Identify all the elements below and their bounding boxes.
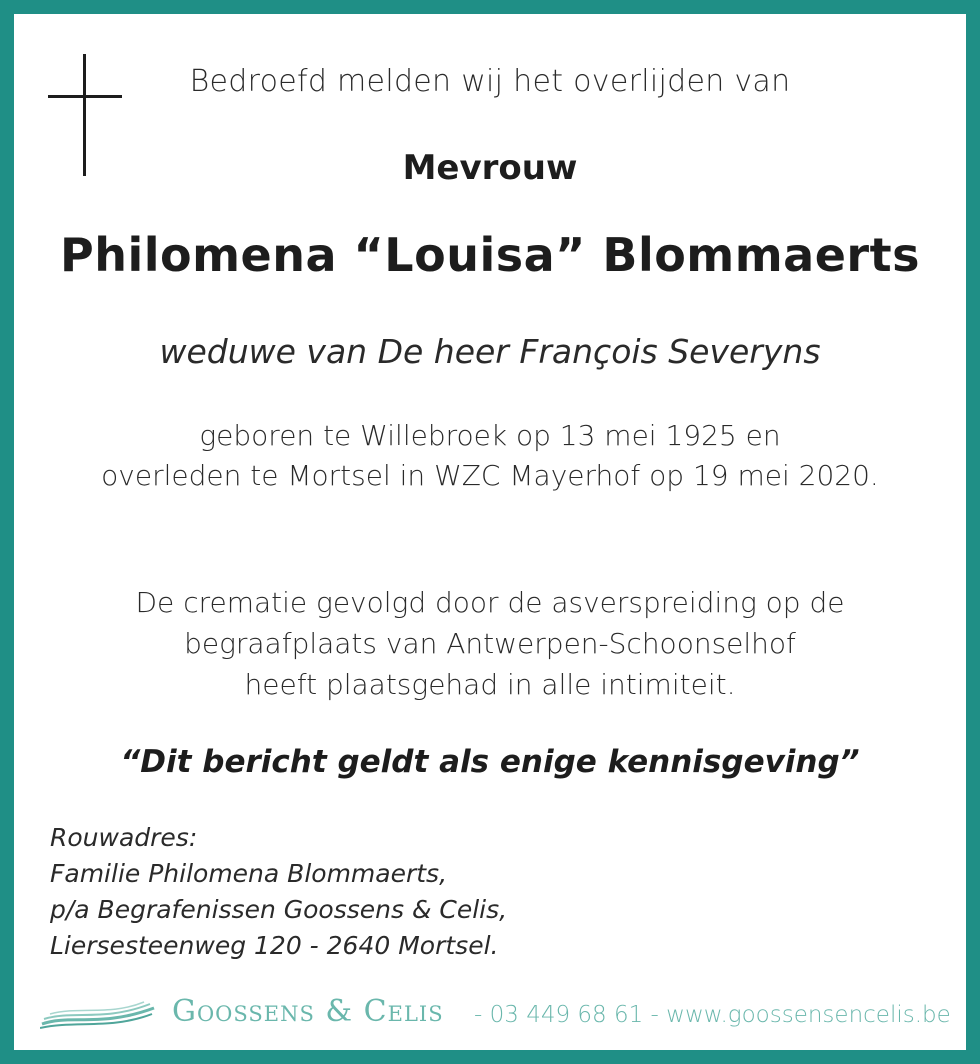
birth-death-block bbox=[14, 416, 966, 496]
address-line: Familie Philomena Blommaerts, bbox=[50, 859, 448, 888]
funeral-home-footer bbox=[40, 992, 950, 1036]
brand-name: Goossens & Celis bbox=[172, 994, 444, 1029]
mourning-address bbox=[50, 820, 507, 964]
sole-notice-text: “Dit bericht geldt als enige kennisgeving” bbox=[120, 744, 860, 780]
birth-line: geboren te Willebroek op 13 mei 1925 en bbox=[199, 419, 781, 452]
address-line: p/a Begrafenissen Goossens & Celis, bbox=[50, 895, 508, 924]
cremation-line: De crematie gevolgd door de asverspreiding op de bbox=[135, 586, 845, 619]
intro-text: Bedroefd melden wij het overlijden van bbox=[189, 64, 791, 99]
address-line: Liersesteenweg 120 - 2640 Mortsel. bbox=[50, 931, 499, 960]
spouse-line: weduwe van De heer François Severyns bbox=[159, 332, 821, 371]
death-line: overleden te Mortsel in WZC Mayerhof op 19 mei 2020. bbox=[101, 459, 879, 492]
obituary-card bbox=[14, 14, 966, 1050]
address-line: Rouwadres: bbox=[50, 823, 198, 852]
deceased-name: Philomena “Louisa” Blommaerts bbox=[60, 228, 920, 282]
cremation-line: begraafplaats van Antwerpen-Schoonselhof bbox=[184, 627, 796, 660]
contact-info: - 03 449 68 61 - www.goossensencelis.be bbox=[474, 1002, 951, 1028]
waves-logo-icon bbox=[40, 1000, 156, 1030]
cremation-block bbox=[14, 582, 966, 705]
salutation: Mevrouw bbox=[402, 148, 578, 188]
cremation-line: heeft plaatsgehad in alle intimiteit. bbox=[244, 668, 736, 701]
